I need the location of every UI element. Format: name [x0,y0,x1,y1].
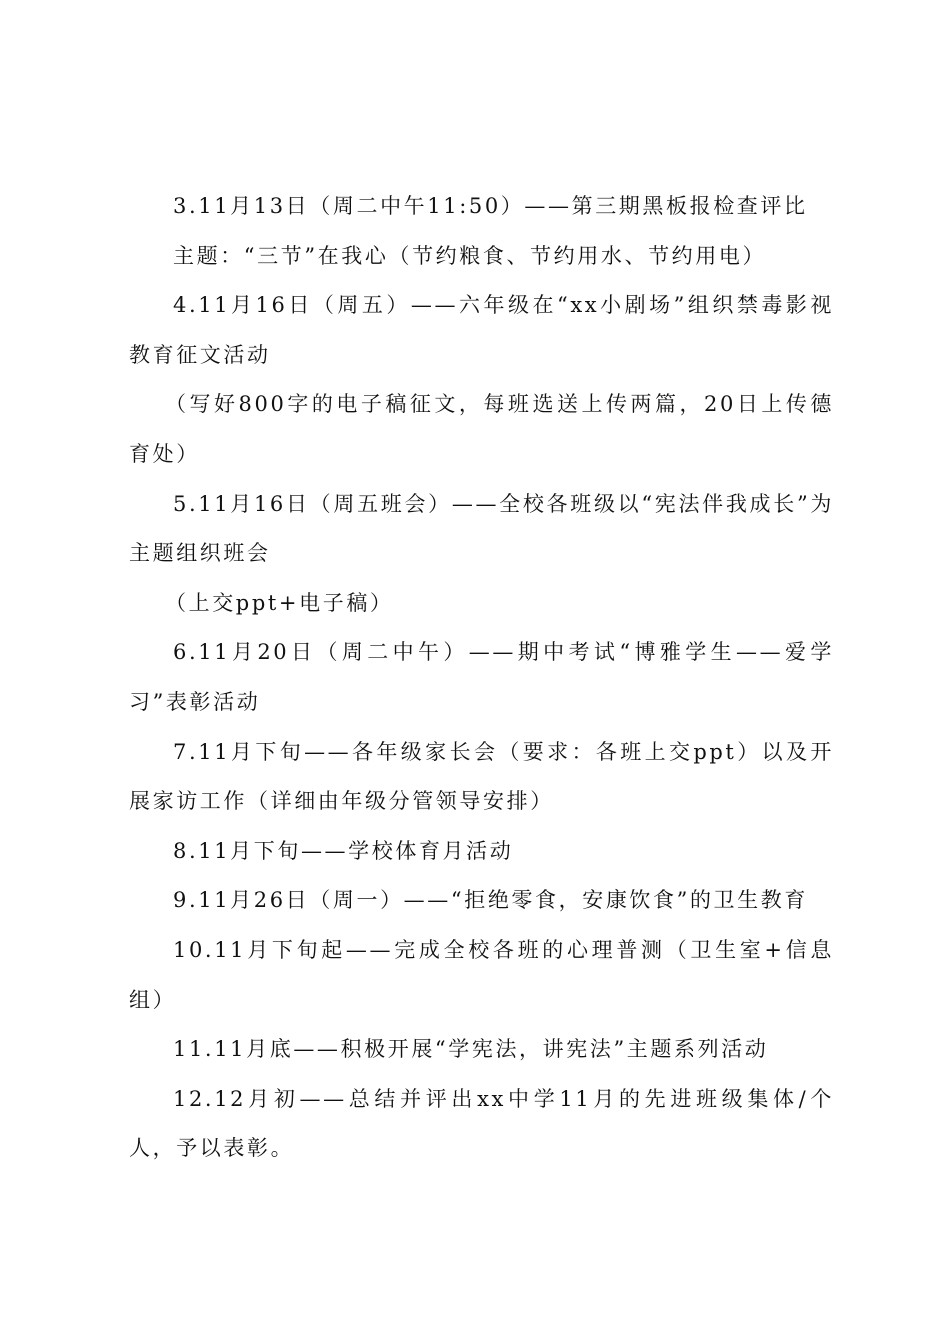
paragraph-item-4: 4.11月16日（周五）——六年级在“xx小剧场”组织禁毒影视教育征文活动 [129,293,834,367]
paragraph-item-12: 12.12月初——总结并评出xx中学11月的先进班级集体/个人，予以表彰。 [129,1086,834,1161]
paragraph-item-7: 7.11月下旬——各年级家长会（要求：各班上交ppt）以及开展家访工作（详细由年级分管领导安排） [129,739,834,814]
paragraph-item-5: 5.11月16日（周五班会）——全校各班级以“宪法伴我成长”为主题组织班会 [129,491,834,566]
document-body [129,182,834,1174]
paragraph-item-9: 9.11月26日（周一）——“拒绝零食，安康饮食”的卫生教育 [173,888,808,913]
paragraph-item-3: 3.11月13日（周二中午11:50）——第三期黑板报检查评比 [173,194,808,218]
paragraph-item-6: 6.11月20日（周二中午）——期中考试“博雅学生——爱学习”表彰活动 [129,640,834,714]
paragraph-item-11: 11.11月底——积极开展“学宪法，讲宪法”主题系列活动 [173,1037,769,1062]
paragraph-theme: 主题：“三节”在我心（节约粮食、节约用水、节约用电） [173,243,767,268]
paragraph-item-8: 8.11月下旬——学校体育月活动 [173,838,514,863]
paragraph-item-5-note: （上交ppt+电子稿） [165,590,394,615]
paragraph-item-10: 10.11月下旬起——完成全校各班的心理普测（卫生室+信息组） [129,937,834,1012]
paragraph-item-4-note: （写好800字的电子稿征文，每班选送上传两篇，20日上传德育处） [129,392,834,466]
